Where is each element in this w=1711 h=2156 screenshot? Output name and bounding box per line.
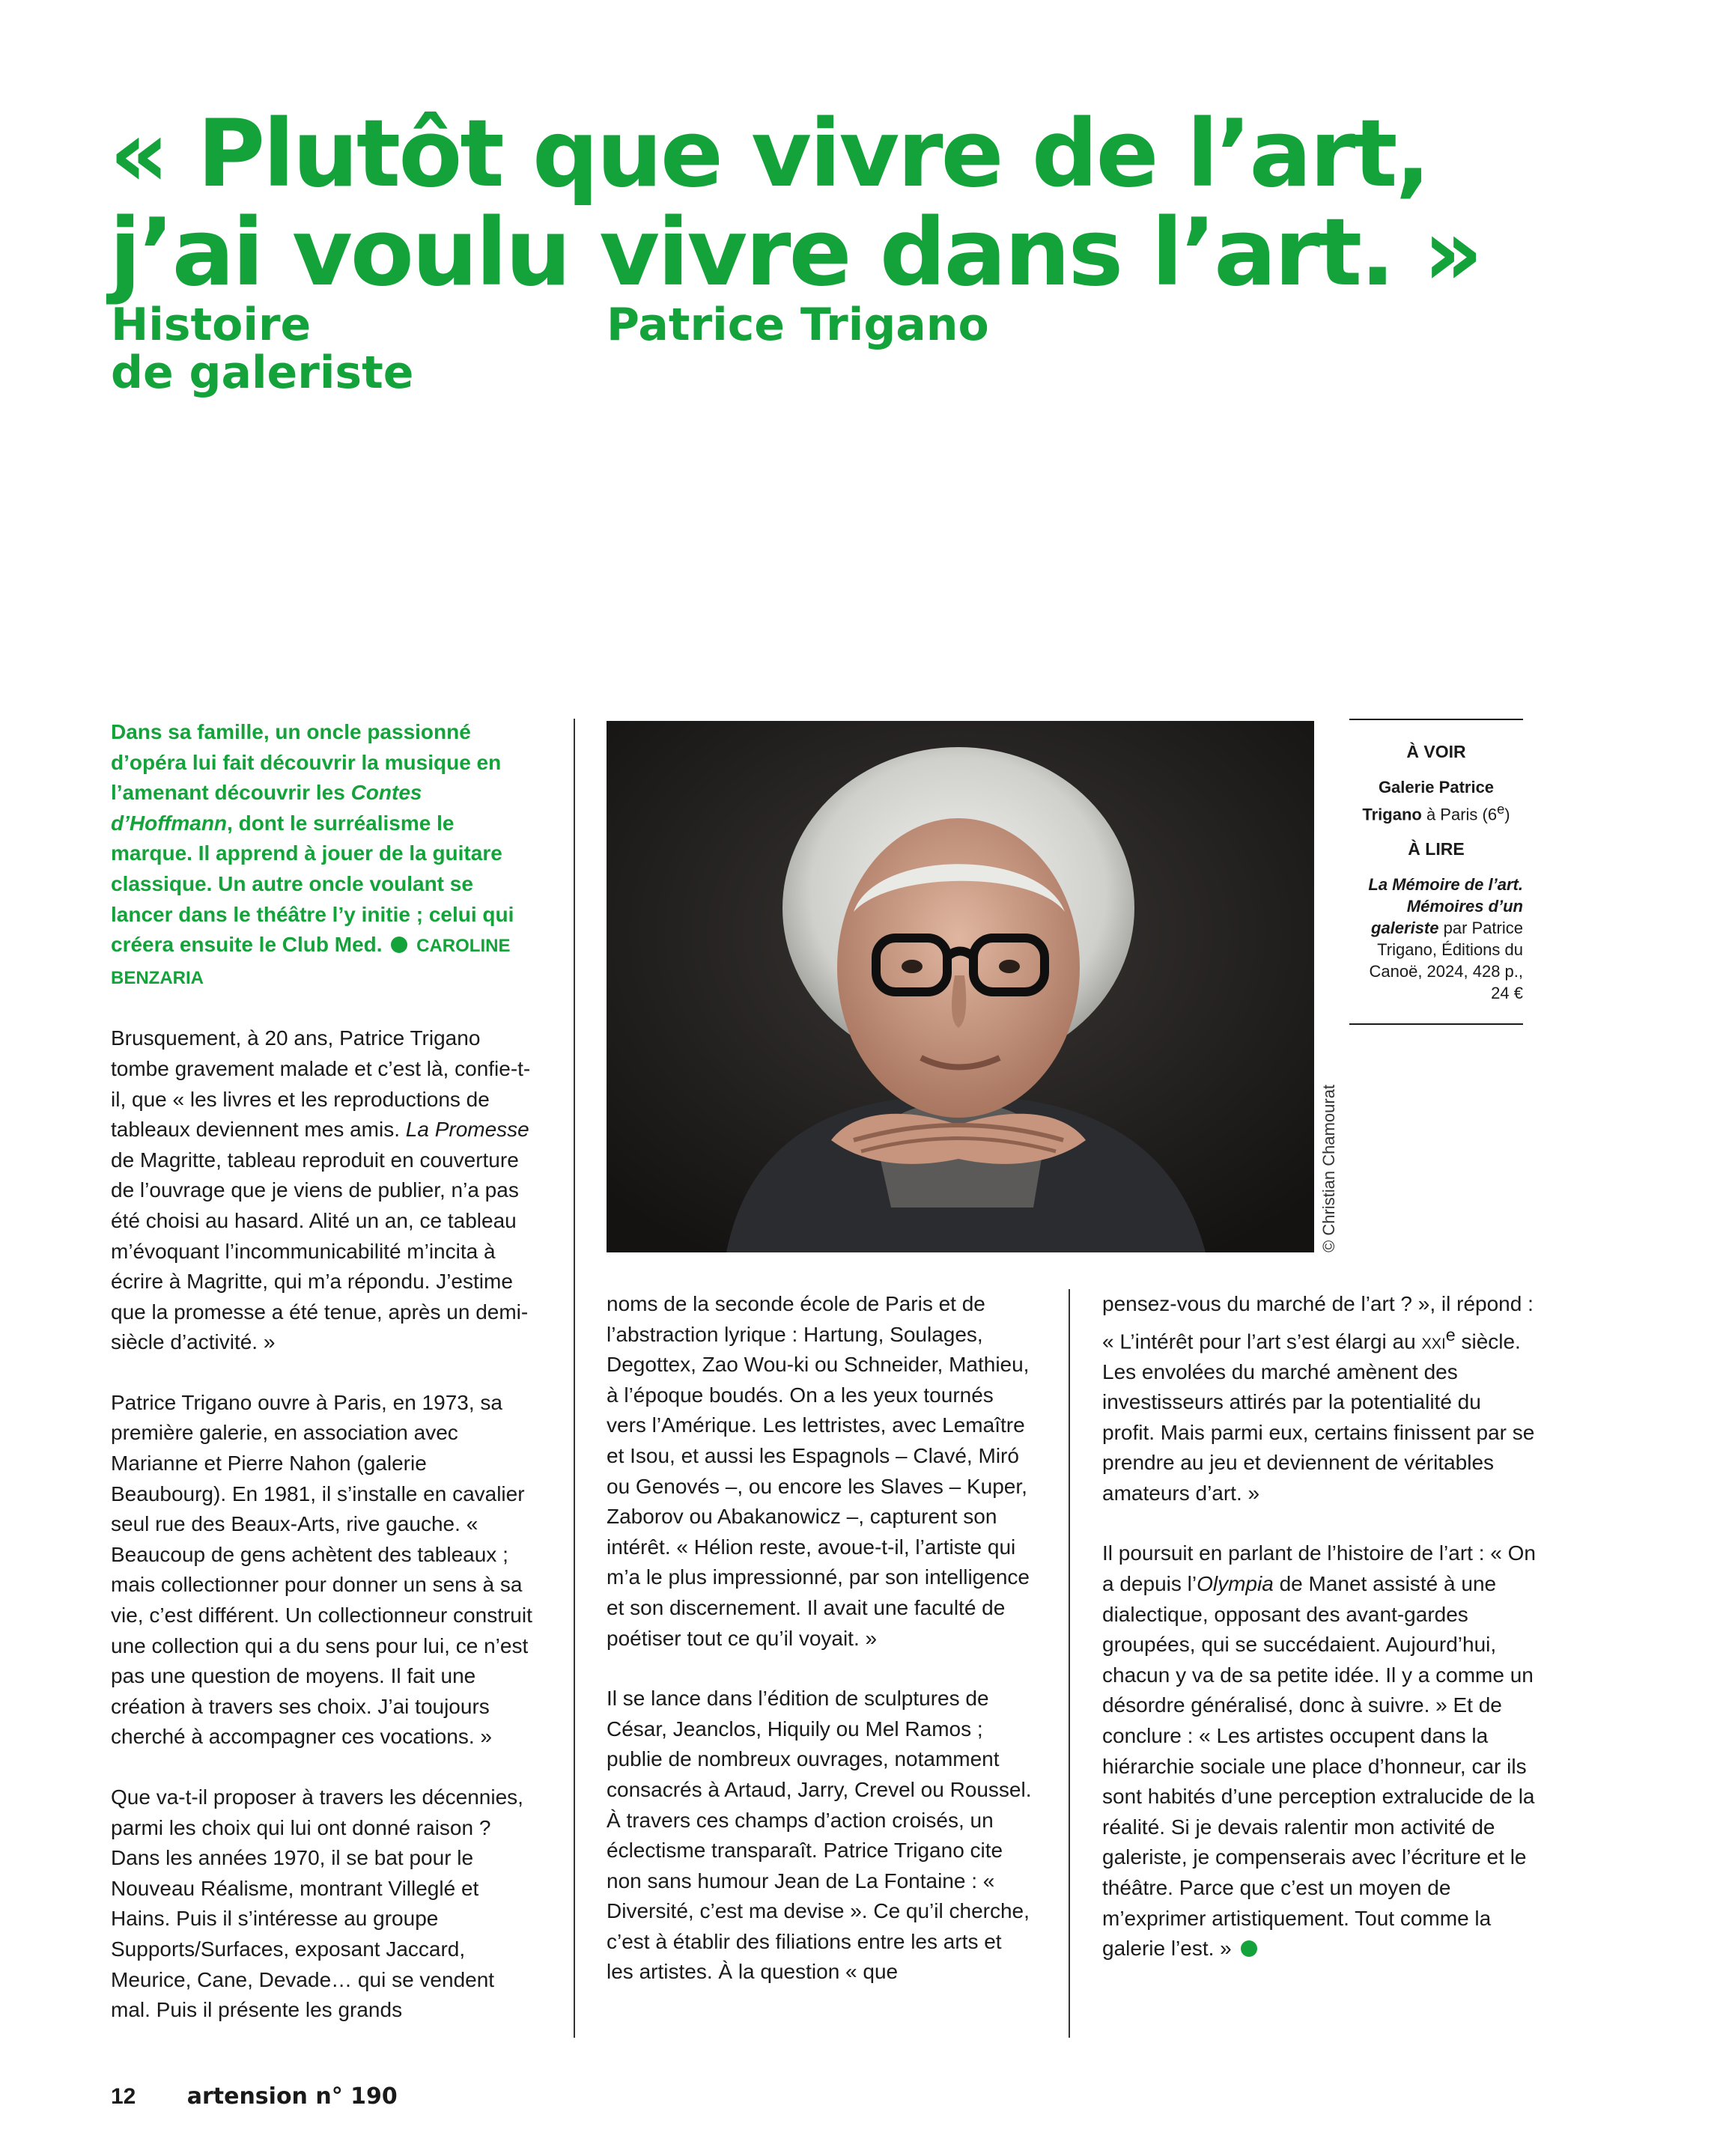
- body-paragraph: [1102, 1538, 1537, 1964]
- headline-line-2: j’ai voulu vivre dans l’art. »: [109, 199, 1481, 307]
- article-column-1: [111, 717, 538, 2056]
- artwork-title: La Promesse: [405, 1118, 529, 1142]
- artwork-title: Olympia: [1197, 1572, 1274, 1596]
- gallery-place-sup: e: [1497, 801, 1505, 817]
- subject-name: Patrice Trigano: [607, 299, 989, 351]
- bullet-dot-icon: [391, 937, 407, 953]
- paragraph-text: siècle. Les envolées du marché amènent des investisseurs attirés par la potentialité du profit. Mais parmi eux, certains finissent par se prendre au jeu et deviennent de véritables amateurs d’art. »: [1102, 1329, 1535, 1505]
- kicker-line-1: Histoire: [111, 299, 311, 351]
- lead-text-2: , dont le surréalisme le marque. Il apprend à jouer de la guitare classique. Un autre oncle voulant se lancer dans le théâtre l’y initie ; celui qui créera ensuite le Club Med.: [111, 811, 514, 957]
- lead-paragraph: [111, 717, 538, 993]
- headline-line-1: « Plutôt que vivre de l’art,: [109, 100, 1429, 208]
- gallery-name: Galerie Patrice Trigano: [1362, 778, 1495, 824]
- magazine-issue: artension n° 190: [186, 2083, 398, 2110]
- paragraph-text: Il poursuit en parlant de l’histoire de l’art : « On a depuis l’: [1102, 1541, 1536, 1596]
- gallery-place: à Paris (6: [1421, 805, 1498, 824]
- article-column-2: [607, 1289, 1033, 2018]
- info-sidebar: [1349, 719, 1523, 1025]
- portrait-illustration: [607, 721, 1314, 1252]
- body-paragraph: [1102, 1289, 1537, 1508]
- lead-italic-title: Contes d’Hoffmann: [111, 781, 422, 835]
- book-details: par Patrice Trigano, Éditions du Canoë, 2024, 428 p., 24 €: [1369, 919, 1523, 1003]
- body-paragraph: Que va-t-il proposer à travers les décennies, parmi les choix qui lui ont donné raison ? Dans les années 1970, il se bat pour le Nouveau Réalisme, montrant Villeglé et Hains. Puis il s’intéresse au groupe Supports/Surfaces, exposant Jaccard, Meurice, Cane, Devade… qui se vendent mal. Puis il présente les grands: [111, 1785, 523, 2022]
- century-numeral: xxi: [1421, 1329, 1446, 1353]
- column-divider: [1069, 1289, 1070, 2038]
- portrait-photo: [607, 721, 1314, 1252]
- book-info: [1349, 874, 1523, 1004]
- body-paragraph: Patrice Trigano ouvre à Paris, en 1973, sa première galerie, en association avec Marianne et Pierre Nahon (galerie Beaubourg). En 1981, il s’installe en cavalier seul rue des Beaux-Arts, rive gauche. « Beaucoup de gens achètent des tableaux ; mais collectionner pour donner un sens à sa vie, c’est différent. Un collectionneur construit une collection qui a du sens pour lui, ce n’est pas une question de moyens. Il fait une création à travers ses choix. J’ai toujours cherché à accompagner ces vocations. »: [111, 1390, 532, 1749]
- body-paragraph: noms de la seconde école de Paris et de l’abstraction lyrique : Hartung, Soulages, Degottex, Zao Wou-ki ou Schneider, Mathieu, à l’époque boudés. On a les yeux tournés vers l’Amérique. Les lettristes, avec Lemaître et Isou, et aussi les Espagnols – Clavé, Miró ou Genovés –, ou encore les Slaves – Kuper, Zaborov ou Abakanowicz –, capturent son intérêt. « Hélion reste, avoue-t-il, l’artiste qui m’a le plus impressionné, par son intelligence et son discernement. Il avait une faculté de poétiser tout ce qu’il voyait. »: [607, 1292, 1030, 1650]
- lead-text-1: Dans sa famille, un oncle passionné d’opéra lui fait découvrir la musique en l’amenant découvrir les: [111, 720, 502, 805]
- body-paragraph: [111, 1023, 538, 1358]
- column-divider: [574, 719, 575, 2038]
- gallery-info: [1349, 776, 1523, 825]
- paragraph-text: pensez-vous du marché de l’art ? », il répond : « L’intérêt pour l’art s’est élargi au: [1102, 1292, 1534, 1353]
- end-dot-icon: [1241, 1940, 1257, 1957]
- century-sup: e: [1445, 1324, 1456, 1345]
- page-footer: [111, 2083, 398, 2110]
- article-column-3: [1102, 1289, 1537, 1994]
- kicker-line-2: de galeriste: [111, 347, 414, 399]
- section-kicker: [111, 301, 530, 397]
- see-heading: À VOIR: [1406, 742, 1466, 761]
- page-number: 12: [111, 2084, 136, 2109]
- paragraph-text: Brusquement, à 20 ans, Patrice Trigano tombe gravement malade et c’est là, confie-t-il, que « les livres et les reproductions de tableaux deviennent mes amis.: [111, 1026, 531, 1142]
- headline: [109, 100, 1607, 307]
- author-byline: CAROLINE BENZARIA: [111, 936, 511, 988]
- body-paragraph: Il se lance dans l’édition de sculptures de César, Jeanclos, Hiquily ou Mel Ramos ; publie de nombreux ouvrages, notamment consacrés à Artaud, Jarry, Crevel ou Roussel. À travers ces champs d’action croisés, un éclectisme transparaît. Patrice Trigano cite non sans humour Jean de La Fontaine : « Diversité, c’est ma devise ». Ce qu’il cherche, c’est à établir des filiations entre les arts et les artistes. À la question « que: [607, 1687, 1032, 1984]
- read-heading: À LIRE: [1408, 839, 1465, 859]
- paragraph-text: de Magritte, tableau reproduit en couverture de l’ouvrage que je viens de publier, n’a pas été choisi au hasard. Alité un an, ce tableau m’évoquant l’incommunicabilité m’incita à écrire à Magritte, qui m’a répondu. J’estime que la promesse a été tenue, après un demi-siècle d’activité. »: [111, 1148, 529, 1354]
- gallery-place-close: ): [1504, 805, 1510, 824]
- photo-credit: © Christian Chamourat: [1319, 1084, 1338, 1252]
- paragraph-text: de Manet assisté à une dialectique, opposant des avant-gardes groupées, qui se succédaient. Aujourd’hui, chacun y va de sa petite idée. Il y a comme un désordre généralisé, donc à suivre. » Et de conclure : « Les artistes occupent dans la hiérarchie sociale une place d’honneur, car ils sont habités d’une perception extralucide de la réalité. Si je devais ralentir mon activité de galeriste, je compenserais avec l’écriture et le théâtre. Parce que c’est un moyen de m’exprimer artistiquement. Tout comme la galerie l’est. »: [1102, 1572, 1535, 1961]
- book-title: La Mémoire de l’art. Mémoires d’un galeriste: [1368, 875, 1523, 938]
